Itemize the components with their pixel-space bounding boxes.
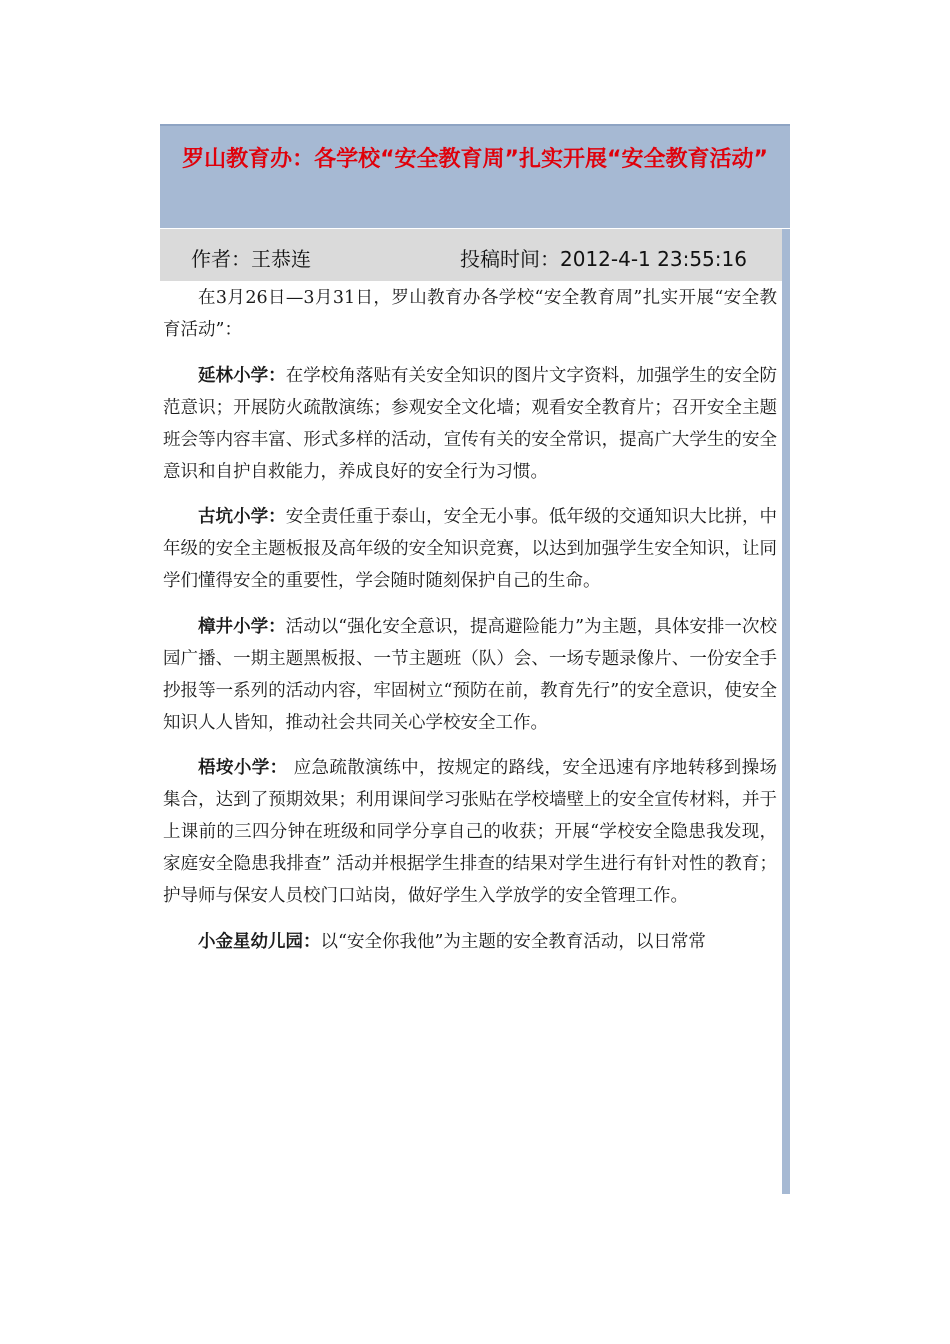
right-border-rule: [782, 229, 790, 1194]
school-text: 安全责任重于泰山，安全无小事。低年级的交通知识大比拼，中年级的安全主题板报及高年级的安全知识竞赛，以达到加强学生安全知识，让同学们懂得安全的重要性，学会随时随刻保护自己的生命。: [163, 507, 777, 591]
school-paragraph-gukeng: [163, 501, 777, 597]
article-meta-bar: [160, 229, 782, 281]
intro-text: 在3月26日—3月31日，罗山教育办各学校“安全教育周”扎实开展“安全教育活动”：: [163, 288, 777, 340]
school-paragraph-wuan: [163, 752, 777, 912]
intro-paragraph: [163, 282, 777, 346]
author-line: 作者：王恭连: [191, 247, 311, 271]
article-title-bar: [160, 124, 790, 228]
article-title: 罗山教育办：各学校“安全教育周”扎实开展“安全教育活动”: [182, 147, 768, 172]
school-paragraph-zhangjing: [163, 611, 777, 739]
posted-time: 投稿时间：2012-4-1 23:55:16: [460, 247, 747, 271]
school-label: 古坑小学：: [198, 507, 286, 527]
school-paragraph-yanlin: [163, 360, 777, 488]
school-label: 樟井小学：: [198, 616, 286, 637]
school-label: 小金星幼儿园：: [198, 931, 321, 952]
school-label: 梧垵小学：: [198, 758, 288, 778]
school-paragraph-xiaojinxing: [163, 926, 777, 958]
school-label: 延林小学：: [198, 365, 286, 386]
school-text: 活动以“强化安全意识，提高避险能力”为主题，具体安排一次校园广播、一期主题黑板报、一节主题班（队）会、一场专题录像片、一份安全手抄报等一系列的活动内容，牢固树立“预防在前，教育先行”的安全意识，使安全知识人人皆知，推动社会共同关心学校安全工作。: [163, 616, 777, 733]
school-text: 应急疏散演练中，按规定的路线，安全迅速有序地转移到操场集合，达到了预期效果；利用课间学习张贴在学校墙壁上的安全宣传材料，并于上课前的三四分钟在班级和同学分享自己的收获；开展“学校安全隐患我发现，家庭安全隐患我排查” 活动并根据学生排查的结果对学生进行有针对性的教育；护导师与保安人员校门口站岗，做好学生入学放学的安全管理工作。: [163, 758, 778, 906]
article-body: [163, 282, 777, 971]
school-text: 在学校角落贴有关安全知识的图片文字资料，加强学生的安全防范意识；开展防火疏散演练；参观安全文化墙；观看安全教育片；召开安全主题班会等内容丰富、形式多样的活动，宣传有关的安全常识，提高广大学生的安全意识和自护自救能力，养成良好的安全行为习惯。: [163, 365, 777, 482]
school-text: 以“安全你我他”为主题的安全教育活动，以日常常: [320, 931, 706, 952]
